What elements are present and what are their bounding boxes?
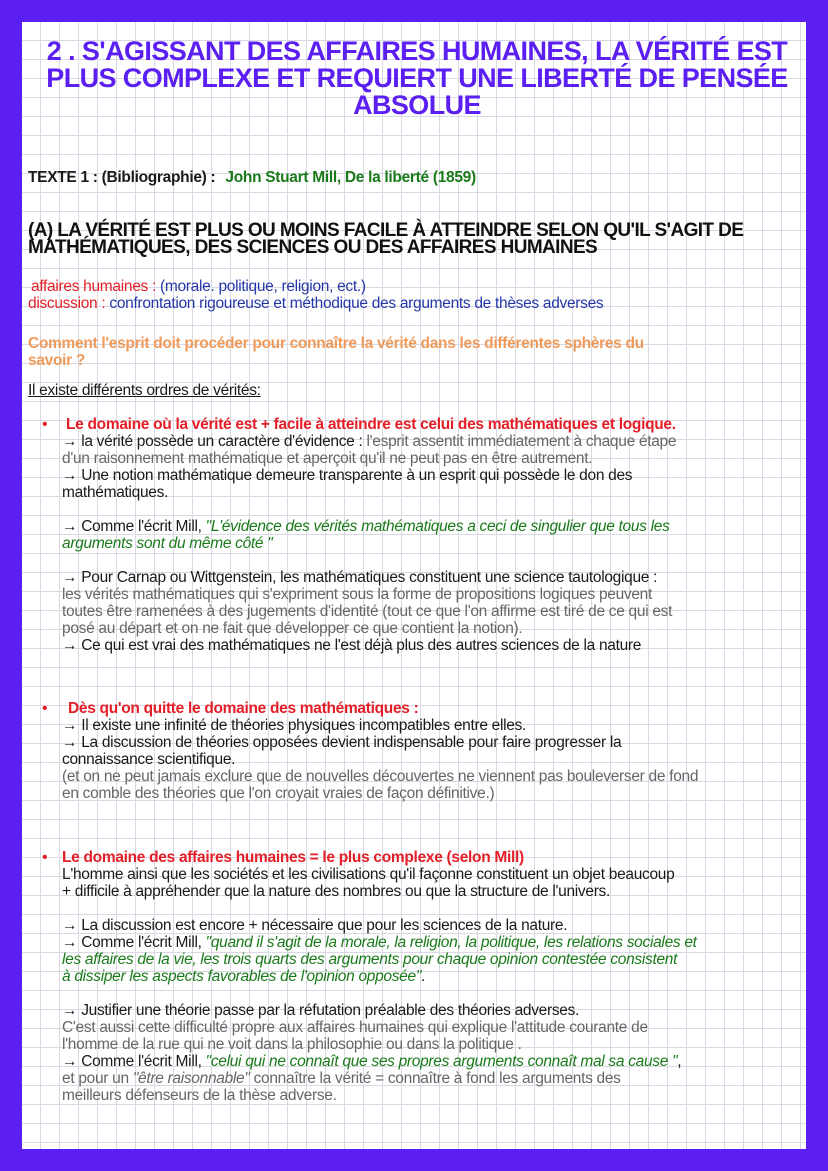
quote-line: [28, 934, 798, 951]
text-line: posé au départ et on ne fait que développer ce que contient la notion).: [62, 620, 523, 637]
text-line: (et on ne peut jamais exclure que de nouvelles découvertes ne viennent pas bouleverser de fond: [62, 768, 699, 785]
definition-label: affaires humaines :: [31, 278, 156, 295]
bullet-heading: Le domaine où la vérité est + facile à atteindre est celui des mathématiques et logique.: [66, 416, 676, 433]
bullet-dot: •: [42, 416, 48, 433]
quote-text: "quand il s'agit de la morale, la religion, la politique, les relations sociales et: [205, 934, 697, 951]
text-reference: [28, 169, 798, 186]
text-line: → La discussion est encore + nécessaire que pour les sciences de la nature.: [62, 917, 568, 934]
text-line: → La discussion de théories opposées devient indispensable pour faire progresser la: [62, 734, 622, 751]
text-span: .: [421, 968, 426, 985]
heading-note: (selon Mill): [446, 849, 524, 866]
text-span: → Comme l'écrit Mill,: [62, 518, 206, 535]
bullet-mathematics: [28, 416, 798, 654]
definitions: [28, 278, 798, 312]
definition-affaires: [28, 278, 798, 295]
quote-text: arguments sont du même côté ": [62, 535, 273, 552]
question-line: savoir ?: [28, 352, 86, 369]
text-line: → Justifier une théorie passe par la réfutation préalable des théories adverses.: [62, 1002, 580, 1019]
quote-line: [28, 968, 798, 985]
text-line: → Une notion mathématique demeure transparente à un esprit qui possède le don des: [62, 467, 633, 484]
text-line: L'homme ainsi que les sociétés et les civilisations qu'il façonne constituent un objet beaucoup: [62, 866, 675, 883]
text-line: C'est aussi cette difficulté propre aux affaires humaines qui explique l'attitude courante de: [62, 1019, 648, 1036]
guiding-question: [28, 335, 798, 369]
text-span: l'esprit assentit immédiatement à chaque étape: [362, 433, 677, 450]
text-line: l'homme de la rue qui ne voit dans la philosophie ou dans la politique .: [62, 1036, 522, 1053]
text-line: [28, 1070, 798, 1087]
quote-text: "L'évidence des vérités mathématiques a ceci de singulier que tous les: [205, 518, 670, 535]
text-line: + difficile à appréhender que la nature des nombres ou que la structure de l'univers.: [62, 883, 611, 900]
text-span: → la vérité possède un caractère d'évidence :: [62, 433, 363, 450]
text-line: mathématiques.: [62, 484, 169, 501]
text-span: "être raisonnable": [132, 1070, 250, 1087]
bullet-human-affairs: [28, 849, 798, 1104]
text-span: ,: [677, 1053, 682, 1070]
title-line: 2 . S'AGISSANT DES AFFAIRES HUMAINES, LA VÉRITÉ EST: [46, 36, 788, 66]
quote-line: [28, 1053, 798, 1070]
definition-value: (morale. politique, religion, ect.): [160, 278, 366, 295]
page-title: [36, 38, 798, 119]
text-span: → Comme l'écrit Mill,: [62, 934, 206, 951]
definition-discussion: [28, 295, 798, 312]
text-source: John Stuart Mill, De la liberté (1859): [225, 169, 476, 186]
bullet-heading: Dès qu'on quitte le domaine des mathématiques :: [68, 700, 419, 717]
bullet-sciences: [28, 700, 798, 802]
quote-text: à dissiper les aspects favorables de l'opinion opposée": [62, 968, 422, 985]
bullet-dot: •: [42, 700, 48, 717]
text-line: en comble des théories que l'on croyait vraies de façon définitive.): [62, 785, 495, 802]
quote-line: [28, 518, 798, 535]
heading-text: Le domaine des affaires humaines = le plus complexe: [62, 849, 447, 866]
text-span: → Comme l'écrit Mill,: [62, 1053, 206, 1070]
quote-text: les affaires de la vie, les trois quarts des arguments pour chaque opinion contestée consistent: [62, 951, 678, 968]
definition-label: discussion :: [28, 295, 106, 312]
bullet-dot: •: [42, 849, 48, 866]
bullet-heading: [28, 849, 798, 866]
definition-value: confrontation rigoureuse et méthodique des arguments de thèses adverses: [109, 295, 604, 312]
text-line: → Ce qui est vrai des mathématiques ne l'est déjà plus des autres sciences de la nature: [62, 637, 642, 654]
text-label: TEXTE 1 : (Bibliographie) :: [28, 169, 216, 186]
question-line: Comment l'esprit doit procéder pour connaître la vérité dans les différentes sphères du: [28, 335, 644, 352]
text-span: connaître la vérité = connaître à fond les arguments des: [249, 1070, 621, 1087]
quote-text: "celui qui ne connaît que ses propres arguments connaît mal sa cause ": [205, 1053, 678, 1070]
document-content: [28, 36, 798, 1104]
text-line: → Pour Carnap ou Wittgenstein, les mathématiques constituent une science tautologique :: [62, 569, 658, 586]
section-heading-a: [28, 222, 798, 256]
title-line: ABSOLUE: [353, 90, 481, 120]
text-line: les vérités mathématiques qui s'expriment sous la forme de propositions logiques peuvent: [62, 586, 652, 603]
title-line: PLUS COMPLEXE ET REQUIERT UNE LIBERTÉ DE PENSÉE: [46, 63, 788, 93]
paragraph: [28, 433, 798, 450]
text-line: meilleurs défenseurs de la thèse adverse.: [62, 1087, 337, 1104]
text-line: d'un raisonnement mathématique et aperçoit qu'il ne peut pas en être autrement.: [62, 450, 593, 467]
text-line: toutes être ramenées à des jugements d'identité (tout ce que l'on affirme est tiré de ce qui est: [62, 603, 673, 620]
orders-intro: Il existe différents ordres de vérités:: [28, 382, 261, 399]
section-line: MATHÉMATIQUES, DES SCIENCES OU DES AFFAIRES HUMAINES: [28, 237, 598, 258]
text-line: connaissance scientifique.: [62, 751, 236, 768]
section-line: (A) LA VÉRITÉ EST PLUS OU MOINS FACILE À ATTEINDRE SELON QU'IL S'AGIT DE: [28, 220, 744, 241]
text-line: → Il existe une infinité de théories physiques incompatibles entre elles.: [62, 717, 527, 734]
text-span: et pour un: [62, 1070, 133, 1087]
